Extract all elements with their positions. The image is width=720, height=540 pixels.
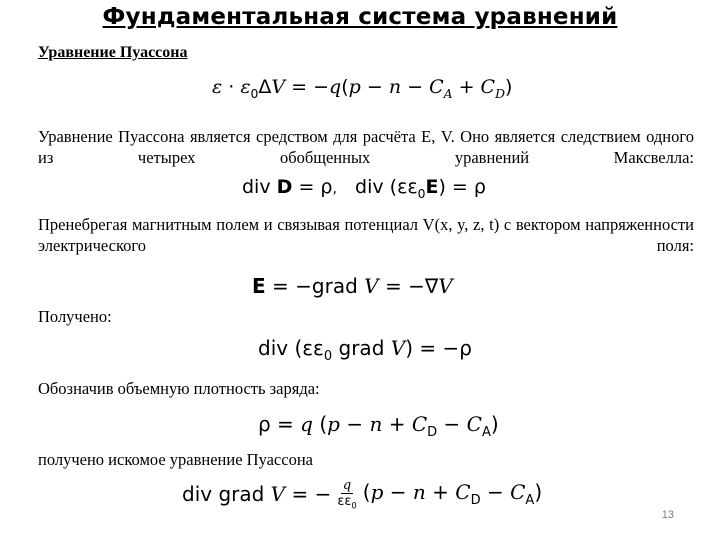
label-received: Получено: <box>38 307 112 326</box>
label-result: получено искомое уравнение Пуассона <box>38 450 313 469</box>
equation-poisson: $\varepsilon \cdot \varepsilon_0\Delta V = -q(p - n - C_A + C_D)$ <box>212 76 513 101</box>
equation-maxwell: div D = ρ, div $(\varepsilon\varepsilon_0E) = \rho$ <box>242 176 486 201</box>
equation-div-grad: div ($\varepsilon\varepsilon_0$ grad V) = −ρ <box>258 336 472 364</box>
paragraph-potential: Пренебрегая магнитным полем и связывая потенциал V(x, y, z, t) с вектором напряженности электрического поля: <box>38 215 694 255</box>
page-number: 13 <box>661 509 674 521</box>
fraction: $\frac{q}{\varepsilon\varepsilon_0}$ <box>337 478 357 511</box>
paragraph-intro: Уравнение Пуассона является средством для расчёта Е, V. Оно является следствием одного из четырех обобщенных уравнений Максвелла: <box>38 127 694 167</box>
equation-density: ρ = q $(p - n + C_D - C_A)$ <box>258 412 499 440</box>
equation-final: div grad V = − $\frac{q}{\varepsilon\varepsilon_0}$ $(p - n + C_D - C_A)$ <box>182 478 543 511</box>
page-title: Фундаментальная система уравнений <box>102 4 618 30</box>
section-subtitle: Уравнение Пуассона <box>38 44 188 61</box>
equation-field: E = −grad V = −∇V <box>252 274 453 298</box>
label-density: Обозначив объемную плотность заряда: <box>38 379 320 398</box>
